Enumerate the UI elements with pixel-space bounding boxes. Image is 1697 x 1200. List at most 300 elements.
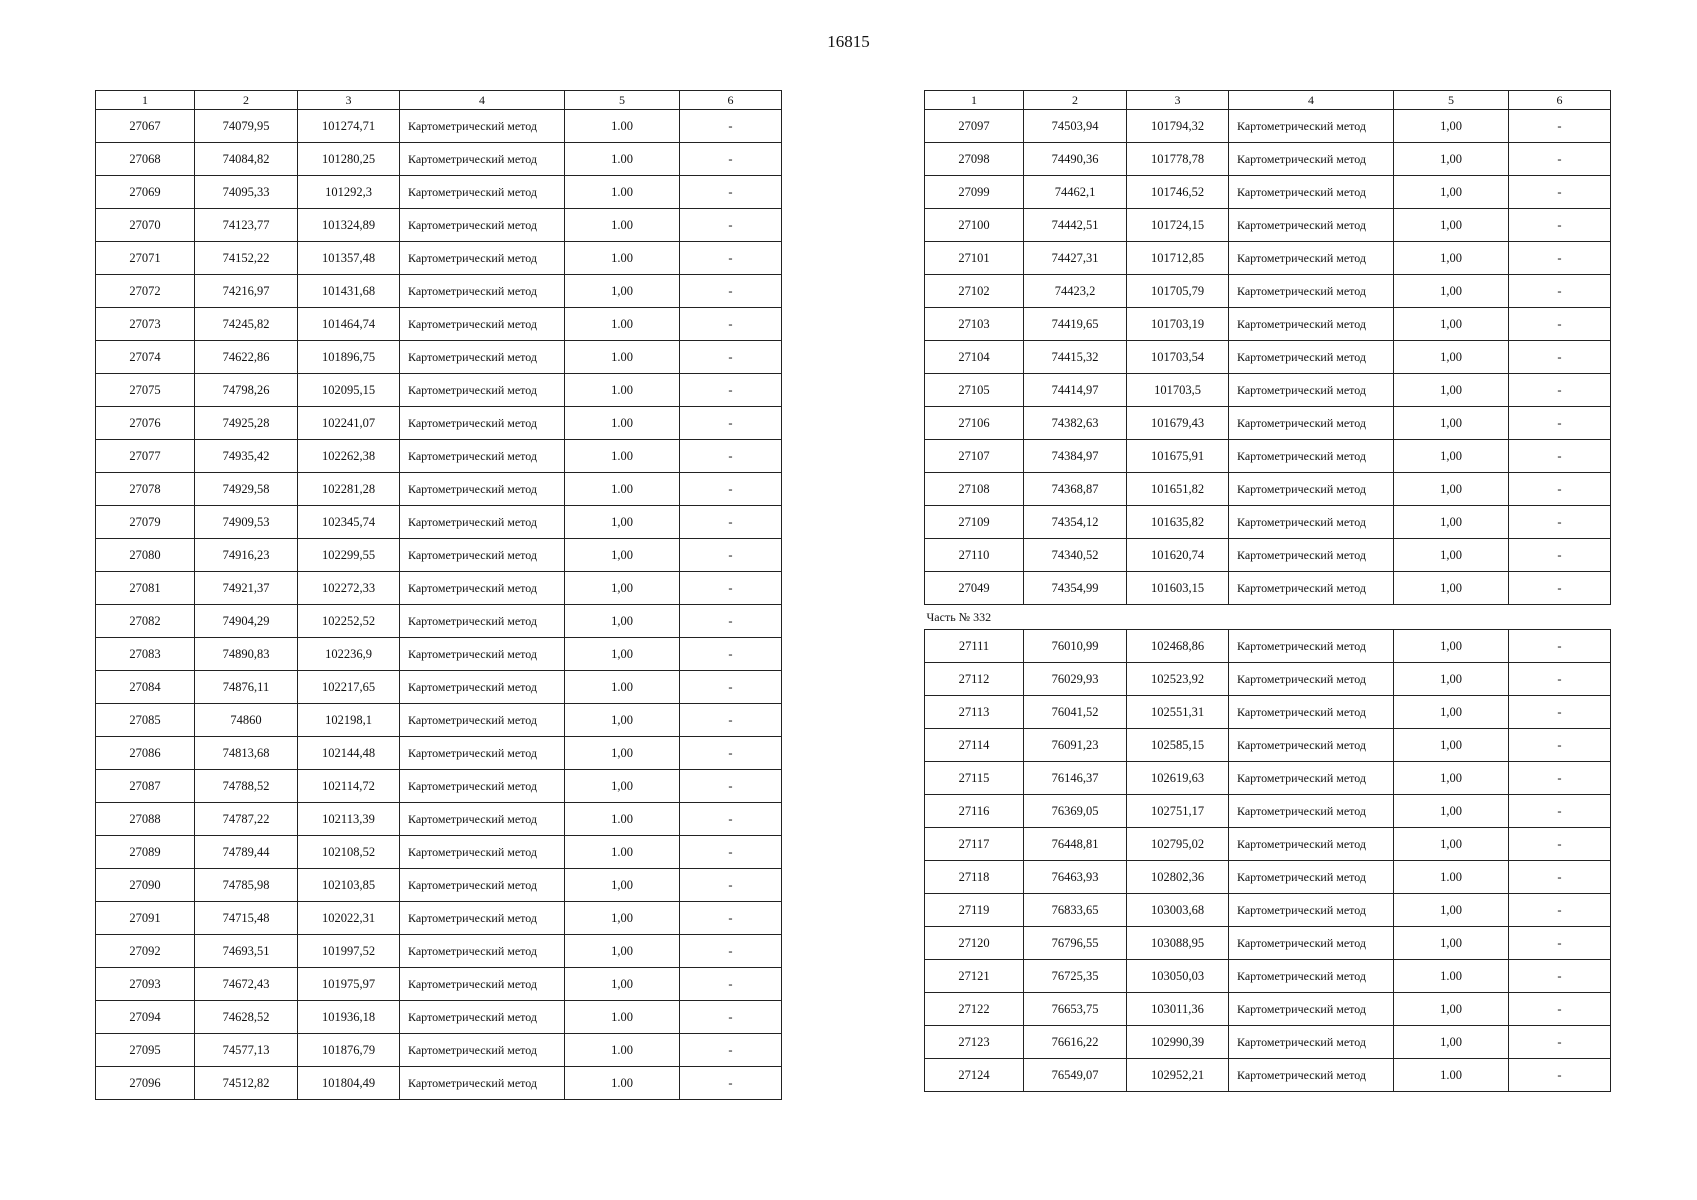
coordinate-x-cell: 76463,93 bbox=[1024, 861, 1127, 894]
coordinate-y-cell: 101936,18 bbox=[298, 1001, 400, 1034]
note-cell: - bbox=[1509, 110, 1611, 143]
table-row bbox=[96, 935, 782, 968]
part-label-row bbox=[925, 605, 1611, 630]
coordinate-x-cell: 74798,26 bbox=[195, 374, 298, 407]
method-cell: Картометрический метод bbox=[1229, 696, 1394, 729]
point-number-cell: 27104 bbox=[925, 341, 1024, 374]
accuracy-cell: 1,00 bbox=[1394, 828, 1509, 861]
coordinate-x-cell: 74904,29 bbox=[195, 605, 298, 638]
method-cell: Картометрический метод bbox=[400, 638, 565, 671]
note-cell: - bbox=[1509, 308, 1611, 341]
coordinate-y-cell: 101703,5 bbox=[1127, 374, 1229, 407]
coordinate-y-cell: 101703,54 bbox=[1127, 341, 1229, 374]
note-cell: - bbox=[1509, 275, 1611, 308]
coordinate-y-cell: 102241,07 bbox=[298, 407, 400, 440]
note-cell: - bbox=[1509, 473, 1611, 506]
coordinate-x-cell: 74628,52 bbox=[195, 1001, 298, 1034]
method-cell: Картометрический метод bbox=[400, 836, 565, 869]
coordinate-y-cell: 102802,36 bbox=[1127, 861, 1229, 894]
method-cell: Картометрический метод bbox=[400, 275, 565, 308]
point-number-cell: 27049 bbox=[925, 572, 1024, 605]
coordinate-x-cell: 74216,97 bbox=[195, 275, 298, 308]
accuracy-cell: 1,00 bbox=[1394, 1026, 1509, 1059]
coordinate-y-cell: 101620,74 bbox=[1127, 539, 1229, 572]
point-number-cell: 27090 bbox=[96, 869, 195, 902]
note-cell: - bbox=[680, 143, 782, 176]
table-row bbox=[96, 1001, 782, 1034]
table-row bbox=[925, 143, 1611, 176]
column-header: 1 bbox=[925, 91, 1024, 110]
accuracy-cell: 1,00 bbox=[565, 605, 680, 638]
coordinate-x-cell: 76796,55 bbox=[1024, 927, 1127, 960]
table-row bbox=[925, 539, 1611, 572]
accuracy-cell: 1,00 bbox=[1394, 176, 1509, 209]
table-row bbox=[925, 960, 1611, 993]
page-number: 16815 bbox=[827, 32, 870, 51]
accuracy-cell: 1,00 bbox=[1394, 209, 1509, 242]
accuracy-cell: 1.00 bbox=[1394, 1059, 1509, 1092]
coordinate-y-cell: 101651,82 bbox=[1127, 473, 1229, 506]
table-row bbox=[925, 110, 1611, 143]
method-cell: Картометрический метод bbox=[400, 935, 565, 968]
table-row bbox=[96, 308, 782, 341]
point-number-cell: 27119 bbox=[925, 894, 1024, 927]
coordinate-y-cell: 102144,48 bbox=[298, 737, 400, 770]
table-row bbox=[925, 242, 1611, 275]
table-row bbox=[96, 539, 782, 572]
method-cell: Картометрический метод bbox=[400, 869, 565, 902]
point-number-cell: 27086 bbox=[96, 737, 195, 770]
coordinate-y-cell: 101280,25 bbox=[298, 143, 400, 176]
accuracy-cell: 1.00 bbox=[565, 242, 680, 275]
coordinate-x-cell: 74427,31 bbox=[1024, 242, 1127, 275]
coordinate-y-cell: 101724,15 bbox=[1127, 209, 1229, 242]
coordinate-x-cell: 76010,99 bbox=[1024, 630, 1127, 663]
point-number-cell: 27099 bbox=[925, 176, 1024, 209]
point-number-cell: 27080 bbox=[96, 539, 195, 572]
note-cell: - bbox=[1509, 630, 1611, 663]
method-cell: Картометрический метод bbox=[400, 803, 565, 836]
table-row bbox=[96, 506, 782, 539]
coordinate-y-cell: 102952,21 bbox=[1127, 1059, 1229, 1092]
coordinate-y-cell: 103050,03 bbox=[1127, 960, 1229, 993]
note-cell: - bbox=[680, 968, 782, 1001]
method-cell: Картометрический метод bbox=[400, 308, 565, 341]
point-number-cell: 27121 bbox=[925, 960, 1024, 993]
point-number-cell: 27089 bbox=[96, 836, 195, 869]
table-row bbox=[925, 374, 1611, 407]
note-cell: - bbox=[680, 638, 782, 671]
table-row bbox=[925, 927, 1611, 960]
table-row bbox=[96, 638, 782, 671]
method-cell: Картометрический метод bbox=[1229, 407, 1394, 440]
coordinate-x-cell: 76369,05 bbox=[1024, 795, 1127, 828]
method-cell: Картометрический метод bbox=[1229, 275, 1394, 308]
accuracy-cell: 1.00 bbox=[565, 1067, 680, 1100]
method-cell: Картометрический метод bbox=[400, 407, 565, 440]
coordinate-y-cell: 102262,38 bbox=[298, 440, 400, 473]
point-number-cell: 27068 bbox=[96, 143, 195, 176]
method-cell: Картометрический метод bbox=[1229, 209, 1394, 242]
point-number-cell: 27122 bbox=[925, 993, 1024, 1026]
coordinate-y-cell: 102795,02 bbox=[1127, 828, 1229, 861]
note-cell: - bbox=[1509, 828, 1611, 861]
note-cell: - bbox=[1509, 242, 1611, 275]
note-cell: - bbox=[680, 1034, 782, 1067]
point-number-cell: 27116 bbox=[925, 795, 1024, 828]
accuracy-cell: 1,00 bbox=[565, 902, 680, 935]
accuracy-cell: 1,00 bbox=[565, 539, 680, 572]
accuracy-cell: 1.00 bbox=[565, 341, 680, 374]
coordinate-y-cell: 102103,85 bbox=[298, 869, 400, 902]
method-cell: Картометрический метод bbox=[400, 176, 565, 209]
method-cell: Картометрический метод bbox=[1229, 663, 1394, 696]
coordinate-y-cell: 102345,74 bbox=[298, 506, 400, 539]
method-cell: Картометрический метод bbox=[1229, 762, 1394, 795]
point-number-cell: 27107 bbox=[925, 440, 1024, 473]
note-cell: - bbox=[1509, 927, 1611, 960]
point-number-cell: 27115 bbox=[925, 762, 1024, 795]
method-cell: Картометрический метод bbox=[400, 473, 565, 506]
method-cell: Картометрический метод bbox=[400, 770, 565, 803]
point-number-cell: 27072 bbox=[96, 275, 195, 308]
coordinate-x-cell: 74672,43 bbox=[195, 968, 298, 1001]
column-header: 3 bbox=[298, 91, 400, 110]
accuracy-cell: 1.00 bbox=[565, 1001, 680, 1034]
coordinate-x-cell: 76029,93 bbox=[1024, 663, 1127, 696]
method-cell: Картометрический метод bbox=[1229, 539, 1394, 572]
table-row bbox=[925, 176, 1611, 209]
accuracy-cell: 1,00 bbox=[1394, 275, 1509, 308]
coordinate-y-cell: 101703,19 bbox=[1127, 308, 1229, 341]
coordinate-y-cell: 102299,55 bbox=[298, 539, 400, 572]
note-cell: - bbox=[680, 209, 782, 242]
column-header: 4 bbox=[400, 91, 565, 110]
note-cell: - bbox=[680, 242, 782, 275]
coordinate-y-cell: 101675,91 bbox=[1127, 440, 1229, 473]
note-cell: - bbox=[680, 737, 782, 770]
method-cell: Картометрический метод bbox=[400, 506, 565, 539]
coordinate-y-cell: 101324,89 bbox=[298, 209, 400, 242]
table-row bbox=[925, 572, 1611, 605]
coordinate-x-cell: 76091,23 bbox=[1024, 729, 1127, 762]
method-cell: Картометрический метод bbox=[400, 374, 565, 407]
coordinate-x-cell: 74095,33 bbox=[195, 176, 298, 209]
coordinate-y-cell: 102108,52 bbox=[298, 836, 400, 869]
note-cell: - bbox=[680, 407, 782, 440]
point-number-cell: 27118 bbox=[925, 861, 1024, 894]
accuracy-cell: 1.00 bbox=[565, 836, 680, 869]
table-row bbox=[925, 696, 1611, 729]
note-cell: - bbox=[1509, 861, 1611, 894]
coordinate-y-cell: 101746,52 bbox=[1127, 176, 1229, 209]
coordinate-x-cell: 74245,82 bbox=[195, 308, 298, 341]
accuracy-cell: 1,00 bbox=[565, 968, 680, 1001]
method-cell: Картометрический метод bbox=[1229, 143, 1394, 176]
note-cell: - bbox=[680, 473, 782, 506]
point-number-cell: 27112 bbox=[925, 663, 1024, 696]
coordinate-y-cell: 101431,68 bbox=[298, 275, 400, 308]
point-number-cell: 27123 bbox=[925, 1026, 1024, 1059]
note-cell: - bbox=[1509, 762, 1611, 795]
coordinate-x-cell: 74921,37 bbox=[195, 572, 298, 605]
table-row bbox=[96, 605, 782, 638]
table-header-row bbox=[925, 91, 1611, 110]
coordinate-y-cell: 102113,39 bbox=[298, 803, 400, 836]
coordinate-y-cell: 102252,52 bbox=[298, 605, 400, 638]
coordinate-x-cell: 74876,11 bbox=[195, 671, 298, 704]
note-cell: - bbox=[680, 704, 782, 737]
coordinate-x-cell: 74890,83 bbox=[195, 638, 298, 671]
method-cell: Картометрический метод bbox=[1229, 993, 1394, 1026]
coordinate-y-cell: 102585,15 bbox=[1127, 729, 1229, 762]
note-cell: - bbox=[680, 605, 782, 638]
method-cell: Картометрический метод bbox=[400, 572, 565, 605]
accuracy-cell: 1,00 bbox=[1394, 630, 1509, 663]
point-number-cell: 27106 bbox=[925, 407, 1024, 440]
accuracy-cell: 1,00 bbox=[1394, 374, 1509, 407]
accuracy-cell: 1,00 bbox=[1394, 663, 1509, 696]
column-header: 6 bbox=[1509, 91, 1611, 110]
note-cell: - bbox=[680, 275, 782, 308]
coordinate-y-cell: 101997,52 bbox=[298, 935, 400, 968]
accuracy-cell: 1,00 bbox=[565, 869, 680, 902]
coordinate-x-cell: 74442,51 bbox=[1024, 209, 1127, 242]
table-row bbox=[925, 308, 1611, 341]
accuracy-cell: 1.00 bbox=[565, 110, 680, 143]
note-cell: - bbox=[1509, 696, 1611, 729]
method-cell: Картометрический метод bbox=[400, 242, 565, 275]
coordinate-x-cell: 76041,52 bbox=[1024, 696, 1127, 729]
note-cell: - bbox=[680, 176, 782, 209]
table-row bbox=[96, 341, 782, 374]
note-cell: - bbox=[1509, 374, 1611, 407]
method-cell: Картометрический метод bbox=[1229, 729, 1394, 762]
table-row bbox=[925, 209, 1611, 242]
accuracy-cell: 1.00 bbox=[565, 143, 680, 176]
method-cell: Картометрический метод bbox=[400, 539, 565, 572]
table-row bbox=[96, 143, 782, 176]
accuracy-cell: 1.00 bbox=[565, 473, 680, 506]
table-row bbox=[925, 762, 1611, 795]
table-row bbox=[96, 473, 782, 506]
column-header: 6 bbox=[680, 91, 782, 110]
note-cell: - bbox=[1509, 894, 1611, 927]
coordinate-x-cell: 74368,87 bbox=[1024, 473, 1127, 506]
note-cell: - bbox=[1509, 572, 1611, 605]
point-number-cell: 27120 bbox=[925, 927, 1024, 960]
accuracy-cell: 1,00 bbox=[565, 935, 680, 968]
accuracy-cell: 1,00 bbox=[1394, 473, 1509, 506]
method-cell: Картометрический метод bbox=[1229, 927, 1394, 960]
coordinate-x-cell: 74382,63 bbox=[1024, 407, 1127, 440]
method-cell: Картометрический метод bbox=[1229, 308, 1394, 341]
note-cell: - bbox=[680, 902, 782, 935]
method-cell: Картометрический метод bbox=[1229, 894, 1394, 927]
table-row bbox=[925, 275, 1611, 308]
coordinate-x-cell: 76725,35 bbox=[1024, 960, 1127, 993]
accuracy-cell: 1,00 bbox=[1394, 696, 1509, 729]
note-cell: - bbox=[680, 308, 782, 341]
table-row bbox=[96, 176, 782, 209]
note-cell: - bbox=[680, 110, 782, 143]
note-cell: - bbox=[1509, 1059, 1611, 1092]
note-cell: - bbox=[680, 539, 782, 572]
coordinate-y-cell: 101635,82 bbox=[1127, 506, 1229, 539]
point-number-cell: 27070 bbox=[96, 209, 195, 242]
accuracy-cell: 1,00 bbox=[565, 638, 680, 671]
accuracy-cell: 1.00 bbox=[565, 308, 680, 341]
table-row bbox=[96, 671, 782, 704]
coordinate-y-cell: 102751,17 bbox=[1127, 795, 1229, 828]
point-number-cell: 27074 bbox=[96, 341, 195, 374]
accuracy-cell: 1.00 bbox=[1394, 960, 1509, 993]
column-header: 4 bbox=[1229, 91, 1394, 110]
coordinate-x-cell: 74354,12 bbox=[1024, 506, 1127, 539]
table-row bbox=[925, 506, 1611, 539]
point-number-cell: 27073 bbox=[96, 308, 195, 341]
coordinate-x-cell: 74860 bbox=[195, 704, 298, 737]
point-number-cell: 27095 bbox=[96, 1034, 195, 1067]
coordinate-y-cell: 103011,36 bbox=[1127, 993, 1229, 1026]
coordinate-x-cell: 76549,07 bbox=[1024, 1059, 1127, 1092]
accuracy-cell: 1,00 bbox=[1394, 506, 1509, 539]
method-cell: Картометрический метод bbox=[400, 110, 565, 143]
point-number-cell: 27114 bbox=[925, 729, 1024, 762]
method-cell: Картометрический метод bbox=[400, 968, 565, 1001]
accuracy-cell: 1,00 bbox=[565, 770, 680, 803]
method-cell: Картометрический метод bbox=[1229, 795, 1394, 828]
accuracy-cell: 1,00 bbox=[1394, 572, 1509, 605]
table-row bbox=[925, 407, 1611, 440]
accuracy-cell: 1,00 bbox=[1394, 729, 1509, 762]
note-cell: - bbox=[1509, 729, 1611, 762]
coordinate-y-cell: 102022,31 bbox=[298, 902, 400, 935]
coordinate-x-cell: 74787,22 bbox=[195, 803, 298, 836]
method-cell: Картометрический метод bbox=[1229, 1026, 1394, 1059]
method-cell: Картометрический метод bbox=[1229, 473, 1394, 506]
point-number-cell: 27103 bbox=[925, 308, 1024, 341]
coordinates-table-right bbox=[924, 90, 1611, 1092]
note-cell: - bbox=[1509, 209, 1611, 242]
coordinate-y-cell: 102281,28 bbox=[298, 473, 400, 506]
coordinate-x-cell: 74384,97 bbox=[1024, 440, 1127, 473]
coordinate-x-cell: 74622,86 bbox=[195, 341, 298, 374]
coordinate-x-cell: 74354,99 bbox=[1024, 572, 1127, 605]
accuracy-cell: 1,00 bbox=[1394, 539, 1509, 572]
method-cell: Картометрический метод bbox=[400, 341, 565, 374]
table-row bbox=[925, 861, 1611, 894]
note-cell: - bbox=[1509, 539, 1611, 572]
point-number-cell: 27098 bbox=[925, 143, 1024, 176]
coordinate-x-cell: 76146,37 bbox=[1024, 762, 1127, 795]
coordinate-x-cell: 74152,22 bbox=[195, 242, 298, 275]
note-cell: - bbox=[680, 1001, 782, 1034]
accuracy-cell: 1,00 bbox=[1394, 894, 1509, 927]
coordinate-y-cell: 102236,9 bbox=[298, 638, 400, 671]
method-cell: Картометрический метод bbox=[1229, 176, 1394, 209]
table-row bbox=[925, 1059, 1611, 1092]
accuracy-cell: 1.00 bbox=[565, 407, 680, 440]
accuracy-cell: 1,00 bbox=[1394, 341, 1509, 374]
note-cell: - bbox=[1509, 440, 1611, 473]
method-cell: Картометрический метод bbox=[1229, 374, 1394, 407]
coordinate-y-cell: 102198,1 bbox=[298, 704, 400, 737]
accuracy-cell: 1.00 bbox=[565, 440, 680, 473]
note-cell: - bbox=[680, 1067, 782, 1100]
coordinate-y-cell: 101804,49 bbox=[298, 1067, 400, 1100]
accuracy-cell: 1.00 bbox=[565, 671, 680, 704]
coordinate-x-cell: 74909,53 bbox=[195, 506, 298, 539]
point-number-cell: 27069 bbox=[96, 176, 195, 209]
table-row bbox=[96, 209, 782, 242]
point-number-cell: 27077 bbox=[96, 440, 195, 473]
coordinate-y-cell: 102523,92 bbox=[1127, 663, 1229, 696]
accuracy-cell: 1.00 bbox=[565, 209, 680, 242]
coordinate-x-cell: 74925,28 bbox=[195, 407, 298, 440]
method-cell: Картометрический метод bbox=[400, 704, 565, 737]
note-cell: - bbox=[1509, 341, 1611, 374]
method-cell: Картометрический метод bbox=[400, 737, 565, 770]
table-row bbox=[925, 630, 1611, 663]
table-row bbox=[925, 473, 1611, 506]
method-cell: Картометрический метод bbox=[1229, 1059, 1394, 1092]
accuracy-cell: 1,00 bbox=[565, 704, 680, 737]
table-row bbox=[925, 828, 1611, 861]
point-number-cell: 27082 bbox=[96, 605, 195, 638]
point-number-cell: 27081 bbox=[96, 572, 195, 605]
method-cell: Картометрический метод bbox=[1229, 828, 1394, 861]
method-cell: Картометрический метод bbox=[1229, 440, 1394, 473]
point-number-cell: 27096 bbox=[96, 1067, 195, 1100]
note-cell: - bbox=[680, 869, 782, 902]
table-row bbox=[96, 110, 782, 143]
accuracy-cell: 1,00 bbox=[1394, 407, 1509, 440]
table-row bbox=[96, 242, 782, 275]
coordinate-x-cell: 74789,44 bbox=[195, 836, 298, 869]
table-row bbox=[96, 440, 782, 473]
accuracy-cell: 1.00 bbox=[565, 176, 680, 209]
accuracy-cell: 1,00 bbox=[565, 506, 680, 539]
point-number-cell: 27105 bbox=[925, 374, 1024, 407]
table-row bbox=[96, 374, 782, 407]
accuracy-cell: 1,00 bbox=[1394, 143, 1509, 176]
point-number-cell: 27097 bbox=[925, 110, 1024, 143]
note-cell: - bbox=[1509, 960, 1611, 993]
accuracy-cell: 1,00 bbox=[1394, 993, 1509, 1026]
table-row bbox=[925, 663, 1611, 696]
method-cell: Картометрический метод bbox=[400, 605, 565, 638]
method-cell: Картометрический метод bbox=[1229, 861, 1394, 894]
coordinate-y-cell: 102468,86 bbox=[1127, 630, 1229, 663]
table-row bbox=[96, 572, 782, 605]
note-cell: - bbox=[1509, 506, 1611, 539]
note-cell: - bbox=[680, 671, 782, 704]
note-cell: - bbox=[1509, 993, 1611, 1026]
column-header: 1 bbox=[96, 91, 195, 110]
note-cell: - bbox=[680, 770, 782, 803]
accuracy-cell: 1,00 bbox=[1394, 110, 1509, 143]
accuracy-cell: 1,00 bbox=[1394, 308, 1509, 341]
coordinate-y-cell: 102217,65 bbox=[298, 671, 400, 704]
coordinate-y-cell: 101896,75 bbox=[298, 341, 400, 374]
coordinate-x-cell: 74423,2 bbox=[1024, 275, 1127, 308]
accuracy-cell: 1,00 bbox=[1394, 242, 1509, 275]
table-row bbox=[96, 869, 782, 902]
coordinate-x-cell: 74340,52 bbox=[1024, 539, 1127, 572]
table-row bbox=[925, 341, 1611, 374]
point-number-cell: 27079 bbox=[96, 506, 195, 539]
